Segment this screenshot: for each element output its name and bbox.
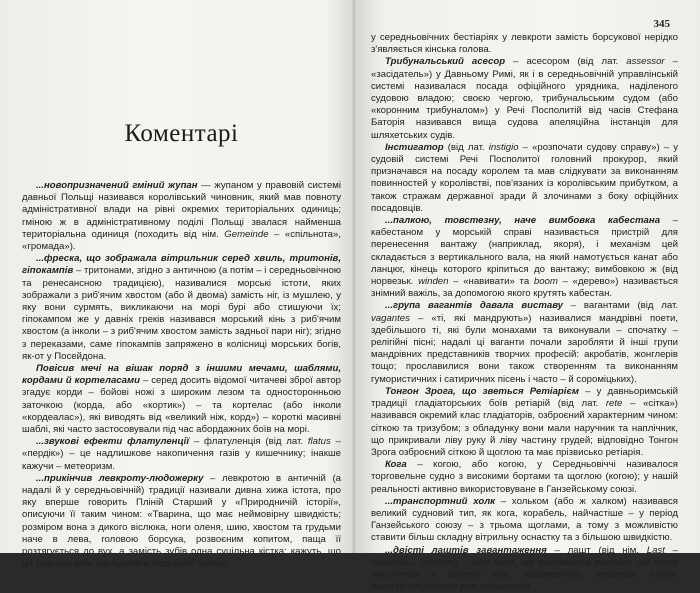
paragraph-text: – левкротою в античній (а надалі й у середньовічній) традиції називали дивна хижа істота, про яку вперше говорить Пліній Старший у «Природничій історії», описуючи її таким чином: «Тварина, що має неймовірну швидкість; розміром вона з дикого віслюка, ноги оленя, шию, хвостом та грудьми наче в лева, головою борсука, розвоєним копитом, паща її розтягується до вух, а замість зубів одна суцільна кістка; кажуть, що ця тварина вміє наслідувати людський голос»;	[22, 472, 341, 570]
glossary-term: Трибунальський асесор	[385, 56, 506, 68]
glossary-term: ...звукові ефекти флатуленції	[36, 436, 189, 448]
page-heading: Коментарі	[124, 120, 239, 147]
glossary-term: ...двісті лаштів завантаження	[385, 544, 547, 556]
paragraph	[371, 386, 678, 459]
paragraph-text: – «ті, які мандрують») називалися мандрівні поети, здебільшого ті, які були монахами та виконували – спочатку – релігійні пісні; надалі ці ваганти почали заробляти й інші групи мандрівних представників творчих професій: акробатів, жонглерів тощо; прославилися вони також створенням та виконанням гумористичних і сатиричних пісень і часто – й сороміцьких).	[371, 312, 678, 385]
italic-word: boom	[533, 276, 558, 288]
paragraph-text: – «засідатель») у Давньому Римі, як і в середньовічній управлінській системі називалася посада офіційного урядника, наділеного судовою владою; своєю чергою, трибунальським судом (або «коронним трибуналом») у Речі Посполитій від часів Стефана Баторія називався вища судова апеляційна інстанція для шляхетських судів.	[371, 56, 678, 141]
italic-word: Last	[646, 544, 665, 556]
glossary-term: ...транспортний холк	[385, 495, 496, 507]
glossary-term: ...група вагантів давала виставу	[385, 300, 564, 312]
paragraph-text: – «пердік») – це надлишкове накопичення газів у кишечнику; інакше кажучи – метеоризм.	[22, 436, 341, 472]
paragraph	[371, 459, 678, 496]
italic-word: vagantes	[371, 312, 410, 324]
paragraph-text: – «вантаж», «тягар») – міра ваги, що відповідала вантажу, що може вміститися в одному возі, запряженому четвіркою коней; використовувалися для позначення	[371, 544, 678, 593]
paragraph	[371, 545, 678, 593]
paragraph	[22, 180, 341, 253]
paragraph-text: – «дерево») називається знімний важіль, за допомогою якого крутять кабестан.	[371, 276, 679, 300]
left-page-text	[22, 180, 341, 571]
paragraph-text: – «сітка») називався окремий клас гладіаторів, озброєний характерним чином: сіткою та тризубом; з обладунку вони мали наручник та наплічник, що прикривали ліву руку й ліву частину грудей; відповідно Тонгон Зрога озброєний сіткою й щоглою та має прізвисько ретіарія.	[371, 398, 679, 458]
paragraph-text: — жупаном у правовій системі давньої Польщі називався королівський чиновник, який мав повноту адміністративної влади на рівні окремих територіальних одиниць; гміною ж в адміністративному поділі Польщі звалася найменша територіальна одиниця (походить від нім.	[22, 180, 342, 240]
paragraph-text: – вагантами (від лат.	[563, 300, 679, 312]
paragraph-text: – кабестаном у морській справі називається пристрій для перенесення вантажу (наприклад, якоря), і механізм цей складається з вертикального вала, на який намотується канат або ланцюг, кінець которого кріпиться до вантажу; вимбовкою ж (від норвезьк.	[371, 215, 678, 288]
paragraph-text: у середньовічних бестіаріях у левкроти замість борсукової нерідко з'являється кінська голова.	[371, 32, 678, 56]
paragraph-text: – серед досить відомої читачеві зброї автор згадує корди – бойові ножі з широким лезом та односторонньою заточкою (корда, або «кортик») – та кортелас (або інколи «кордеалас»), які виводять від «великий ніж, корд») – короткі масивні шаблі, які часто застосовували під час абордажних боїв на морі.	[22, 375, 342, 436]
paragraph-text: – «розпочати судову справу») – у судовій системі Речі Посполитої головний прокурор, який призначався на посаду королем та мав слідкувати за виконанням повинностей у королівстві, пов'язаних із королівським прибутком, а також стражам державної зради й злочинами з боку офіційних посадовців.	[371, 141, 678, 214]
paragraph-text: – «спільнота», «громада»).	[22, 228, 341, 253]
glossary-term: Повісив мечі на вішак поряд з іншими мечами, шаблями, кордами й кортеласами	[22, 363, 341, 387]
paragraph-text: – когою, або когою, у Середньовіччі називалося торговельне судно з високими бортами та щоглою (когою); у нашій реальності активно використовуване в Ганзейському союзі.	[371, 459, 678, 495]
italic-word: rete	[605, 398, 623, 410]
left-page	[0, 0, 355, 570]
right-page	[355, 0, 700, 593]
glossary-term: ...фреска, що зображала вітрильник серед хвиль, тритонів, гіпокампів	[22, 253, 341, 277]
paragraph	[371, 142, 678, 215]
glossary-term: ...новопризначений гміний жупан	[36, 180, 198, 191]
right-page-text	[371, 32, 678, 593]
italic-word: Gemeinde	[224, 228, 269, 240]
paragraph	[371, 496, 678, 545]
glossary-term: Кога	[385, 459, 407, 471]
paragraph	[371, 56, 678, 141]
italic-word: instigio	[488, 141, 519, 153]
paragraph	[22, 363, 341, 436]
glossary-term: Тонгон Зрога, що зветься Ретіарієм	[385, 385, 579, 397]
paragraph-text: (від лат.	[443, 141, 489, 153]
italic-word: flatus	[307, 436, 331, 448]
paragraph	[22, 253, 341, 363]
paragraph-text: – «навивати» та	[448, 276, 534, 288]
glossary-term: ...прикінчив левкроту-людожерку	[36, 472, 204, 484]
paragraph-text: – у давньоримській традиції гладіаторських боїв ретіарій (від лат.	[371, 385, 678, 410]
paragraph-text: – тритонами, згідно з античною (а потім – і середньовічною та ренесансною традицією), називалися морські істоти, яких зображали з риб'ячим хвостом (або й двома) замість ніг, із мушлею, у яку вони сурмять, викликаючи на морі бурі або стишуючи їх; гіпокампом же у давніх греків називався морський кінь з риб'ячим хвостом (а інколи – з риб'ячим хвостом замість задньої пари ніг); згідно з переказами, саме гіпокампів запряжено в колісниці морських богів, як-от у Посейдона.	[22, 265, 341, 362]
paragraph-text: – флатуленція (від лат.	[189, 436, 308, 448]
glossary-term: ...палкою, товстезну, наче вимбовка кабестана	[385, 215, 661, 227]
paragraph	[371, 300, 678, 385]
paragraph	[22, 473, 341, 571]
paragraph-text: – лашт (від нім.	[546, 544, 647, 556]
paragraph-text: – хольком (або ж халком) називався великий судновий тип, як кога, корабель, найчастіше – у період Ганзейського союзу – з трьома щоглами, а тому з можливістю ставити більш складну вітрильну оснастку та з більшою швидкістю.	[371, 495, 678, 544]
paragraph-text: – асесором (від лат.	[505, 56, 627, 68]
paragraph	[371, 215, 678, 300]
italic-word: assessor	[626, 56, 665, 68]
paragraph	[22, 436, 341, 473]
page-number: 345	[653, 18, 670, 30]
glossary-term: Інстигатор	[385, 141, 444, 153]
paragraph	[371, 32, 678, 56]
italic-word: winden	[418, 276, 449, 288]
